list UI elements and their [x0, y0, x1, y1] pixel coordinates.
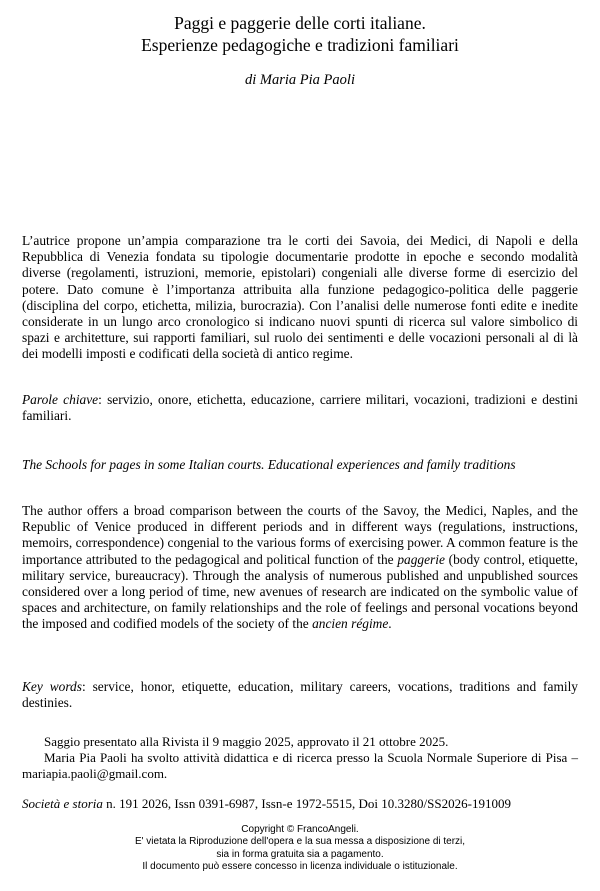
author-name: di Maria Pia Paoli [245, 72, 355, 88]
keywords-italian-label: Parole chiave [22, 392, 99, 407]
abstract-italian-text: L’autrice propone un’ampia comparazione tra le corti dei Savoia, dei Medici, di Napoli e della Repubblica di Venezia fondata su tipologie documentarie prodotte in epoche e secondo modalità diverse (regolamenti, istruzioni, memorie, epistolari) congeniali alle diverse forme di esercizio del potere. Dato comune è l’importanza attribuita alla funzione pedagogico-politica delle paggerie (disciplina del corpo, etichetta, milizia, burocrazia). Con l’analisi delle numerose fonti edite e inedite considerate in un lungo arco cronologico si indicano nuovi spunti di ricerca sul valore simbolico di spazi e architetture, sui rapporti familiari, sul ruolo dei sentimenti e delle vocazioni personali al di là dei modelli imposti e codificati della società di antico regime. [22, 233, 578, 362]
keywords-italian-text: : servizio, onore, etichetta, educazione, carriere militari, vocazioni, tradizioni e destini familiari. [22, 392, 578, 424]
title-line-1: Paggi e paggerie delle corti italiane. [174, 13, 426, 33]
copyright-line-4: Il documento può essere concesso in licenza individuale o istituzionale. [142, 860, 458, 872]
keywords-english [22, 679, 578, 711]
abstract-english [22, 503, 578, 633]
abstract-english-italic2: ancien régime [312, 616, 389, 632]
copyright-line-2: E' vietata la Riproduzione dell'opera e la sua messa a disposizione di terzi, [134, 836, 466, 848]
copyright-line-1: Copyright © FrancoAngeli. [241, 824, 359, 835]
abstract-italian [22, 233, 578, 363]
keywords-english-text: : service, honor, etiquette, education, military careers, vocations, traditions and family destinies. [22, 679, 578, 711]
keywords-italian [22, 392, 578, 424]
english-title-text: The Schools for pages in some Italian courts. Educational experiences and family traditions [22, 457, 516, 472]
article-title [0, 12, 600, 56]
title-line-2: Esperienze pedagogiche e tradizioni familiari [141, 35, 459, 55]
submission-dates: Saggio presentato alla Rivista il 9 maggio 2025, approvato il 21 ottobre 2025. [44, 734, 449, 749]
citation-details: n. 191 2026, Issn 0391-6987, Issn-e 1972-5515, Doi 10.3280/SS2026-191009 [102, 796, 511, 811]
copyright-line-3: sia in forma gratuita sia a pagamento. [216, 848, 384, 860]
english-title [22, 457, 578, 473]
author-affiliation: Maria Pia Paoli ha svolto attività didattica e di ricerca presso la Scuola Normale Superiore di Pisa – mariapia.paoli@gmail.com. [22, 750, 578, 781]
abstract-english-part2: (body control, etiquette, military service, bureaucracy). Through the analysis of numerous published and unpublished sources considered over a long period of time, new avenues of research are indicated on the symbolic value of spaces and architecture, on family relationships and the role of feelings and personal vocations beyond the imposed and codified models of the society of the [22, 551, 578, 632]
journal-name: Società e storia [22, 796, 103, 811]
abstract-english-italic1: paggerie [397, 551, 445, 567]
submission-note [22, 734, 578, 782]
abstract-english-part3: . [388, 616, 392, 632]
abstract-english-part1: The author offers a broad comparison between the courts of the Savoy, the Medici, Naples, and the Republic of Venice produced in different periods and in different ways (regulations, instructions, memoirs, correspondence) congenial to the various forms of exercising power. A common feature is the importance attributed to the pedagogical and political function of the [22, 503, 578, 567]
keywords-english-label: Key words [22, 679, 82, 694]
copyright-notice [0, 824, 600, 873]
citation-line [22, 796, 578, 812]
